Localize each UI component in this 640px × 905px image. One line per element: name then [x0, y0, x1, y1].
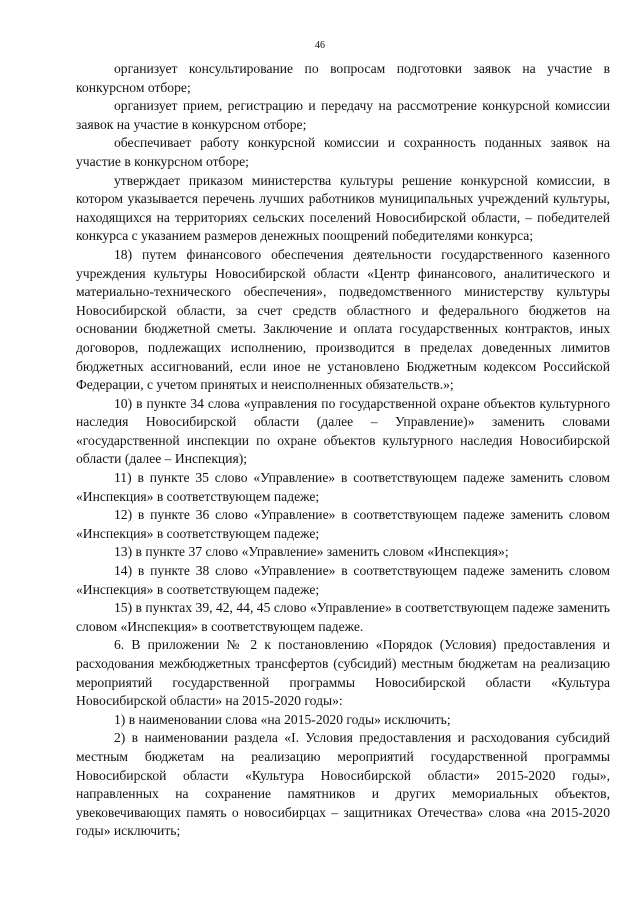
document-body — [76, 60, 610, 841]
paragraph: обеспечивает работу конкурсной комиссии и сохранность поданных заявок на участие в конкурсном отборе; — [76, 135, 610, 169]
paragraph: утверждает приказом министерства культуры решение конкурсной комиссии, в котором указывается перечень лучших работников муниципальных учреждений культуры, находящихся на территориях сельских поселений Новосибирской области, – победителей конкурса с указанием размеров денежных поощрений победителями конкурса; — [76, 172, 610, 244]
paragraph: 2) в наименовании раздела «I. Условия предоставления и расходования субсидий местным бюджетам на реализацию мероприятий государственной программы Новосибирской области «Культура Новосибирской области» 2015-2020 годы», направленных на сохранение памятников и других мемориальных объектов, увековечивающих память о новосибирцах – защитниках Отечества» слова «на 2015-2020 годы» исключить; — [76, 730, 610, 839]
page-number: 46 — [315, 40, 325, 51]
paragraph: 15) в пунктах 39, 42, 44, 45 слово «Управление» в соответствующем падеже заменить словом «Инспекция» в соответствующем падеже. — [76, 600, 610, 634]
paragraph: 6. В приложении № 2 к постановлению «Порядок (Условия) предоставления и расходования межбюджетных трансфертов (субсидий) местным бюджетам на реализацию мероприятий государственной программы Новосибирской области «Культура Новосибирской области» на 2015-2020 годы»: — [76, 637, 610, 709]
paragraph: 18) путем финансового обеспечения деятельности государственного казенного учреждения культуры Новосибирской области «Центр финансового, аналитического и материально-технического обеспечения», подведомственного министерству культуры Новосибирской области, за счет средств областного и федерального бюджетов на основании бюджетной сметы. Заключение и оплата государственных контрактов, иных договоров, подлежащих исполнению, производится в пределах доведенных лимитов бюджетных ассигнований, если иное не установлено Бюджетным кодексом Российской Федерации, с учетом принятых и неисполненных обязательств.»; — [76, 246, 610, 393]
paragraph: 1) в наименовании слова «на 2015-2020 годы» исключить; — [114, 711, 451, 727]
paragraph: 12) в пункте 36 слово «Управление» в соответствующем падеже заменить словом «Инспекция» в соответствующем падеже; — [76, 507, 610, 541]
paragraph: 14) в пункте 38 слово «Управление» в соответствующем падеже заменить словом «Инспекция» в соответствующем падеже; — [76, 563, 610, 597]
paragraph: организует прием, регистрацию и передачу на рассмотрение конкурсной комиссии заявок на участие в конкурсном отборе; — [76, 98, 610, 132]
paragraph: организует консультирование по вопросам подготовки заявок на участие в конкурсном отборе; — [76, 61, 610, 95]
paragraph: 13) в пункте 37 слово «Управление» заменить словом «Инспекция»; — [114, 544, 509, 560]
paragraph: 11) в пункте 35 слово «Управление» в соответствующем падеже заменить словом «Инспекция» в соответствующем падеже; — [76, 470, 610, 504]
paragraph: 10) в пункте 34 слова «управления по государственной охране объектов культурного наследия Новосибирской области (далее – Управление)» заменить словами «государственной инспекции по охране объектов культурного наследия Новосибирской области (далее – Инспекция); — [76, 395, 610, 467]
